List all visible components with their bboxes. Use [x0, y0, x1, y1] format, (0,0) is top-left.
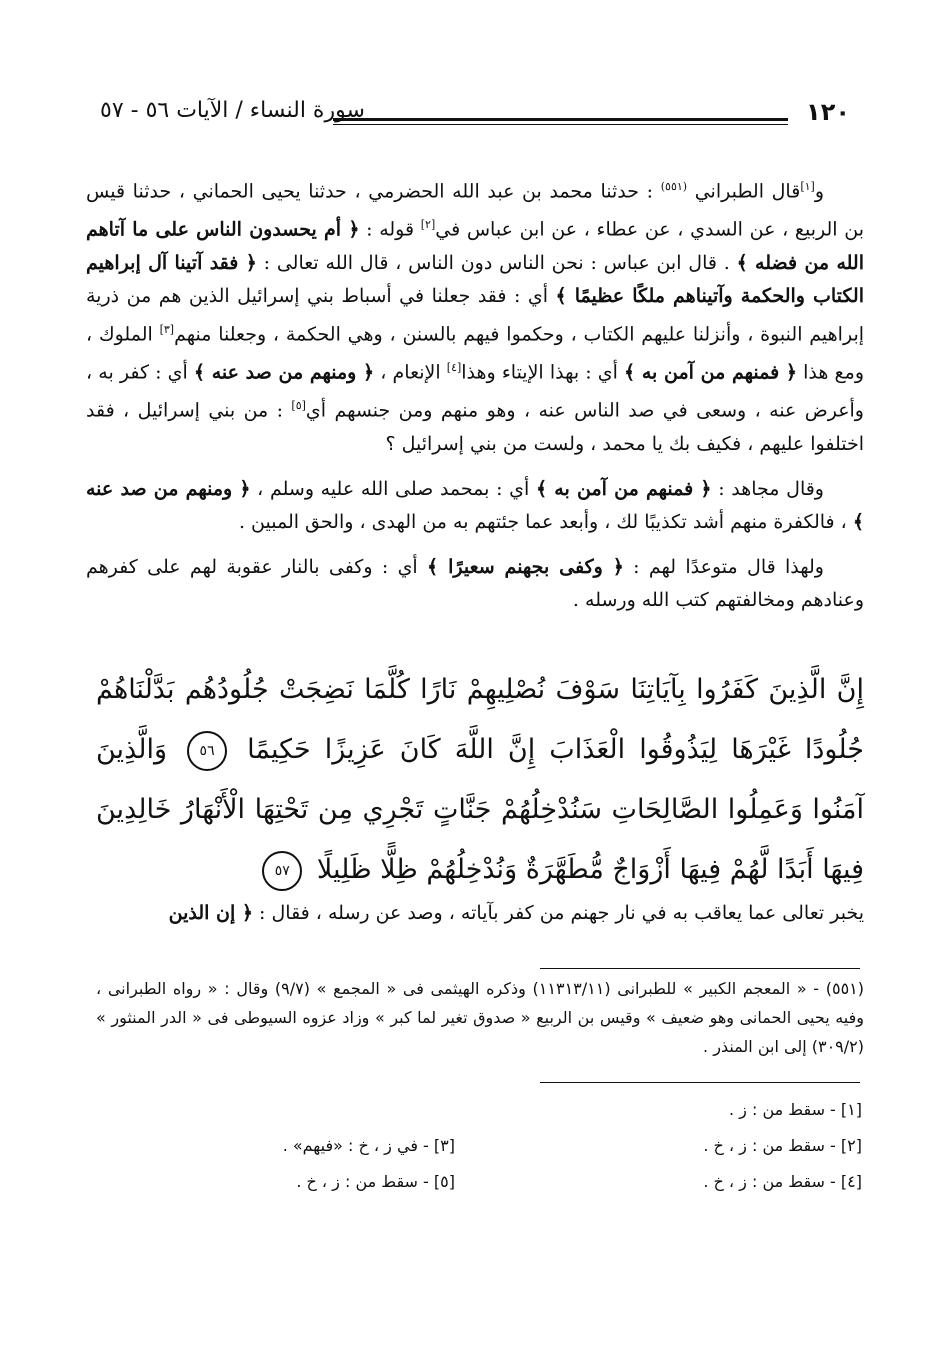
footnote-divider [540, 1082, 860, 1083]
text-span: و [814, 180, 825, 203]
ayah-56-text: إِنَّ الَّذِينَ كَفَرُوا بِآيَاتِنَا سَوْفَ نُصْلِيهِمْ نَارًا كُلَّمَا نَضِجَتْ جُلُودُهُم بَدَّلْنَاهُمْ جُلُودًا غَيْرَهَا لِيَذُوقُوا الْعَذَابَ إِنَّ اللَّهَ كَانَ عَزِيزًا حَكِيمًا [96, 674, 864, 765]
ayah-57-text: وَالَّذِينَ آمَنُوا وَعَمِلُوا الصَّالِحَاتِ سَنُدْخِلُهُمْ جَنَّاتٍ تَجْرِي مِن تَحْتِهَا الْأَنْهَارُ خَالِدِينَ فِيهَا أَبَدًا لَّهُمْ فِيهَا أَزْوَاجٌ مُّطَهَّرَةٌ وَنُدْخِلُهُمْ ظِلًّا ظَلِيلًا [96, 734, 864, 885]
verse-quote: ﴿ إن الذين [168, 902, 253, 924]
commentary-body [86, 170, 864, 617]
page-header [100, 98, 850, 134]
verse-quote: ﴿ فمنهم من آمن به ﴾ [535, 477, 712, 500]
text-span: يخبر تعالى عما يعاقب به في نار جهنم من كفر بآياته ، وصد عن رسله ، فقال : [253, 902, 864, 924]
verse-quote: ﴿ فقد آتينا آل إبراهيم الكتاب والحكمة وآتيناهم ملكًا عظيمًا ﴾ [86, 251, 864, 307]
text-span: أي : بمحمد صلى الله عليه وسلم ، [250, 477, 536, 500]
quran-verses [96, 660, 864, 900]
paragraph-mujahid [86, 473, 864, 539]
footnote-ref: [٢] [420, 218, 436, 232]
text-span: أي : كفر به ، وأعرض عنه ، وسعى في صد الناس عنه ، وهو منهم ومن جنسهم أي [86, 361, 864, 422]
footnote-ref: [٥] [291, 399, 306, 413]
text-span: : حدثنا محمد بن عبد الله الحضرمي ، حدثنا يحيى الحماني ، حدثنا قيس بن الربيع ، عن السدي ، عن عطاء ، عن ابن عباس في [86, 180, 864, 241]
hadith-ref: (٥٥١) [660, 180, 688, 193]
verse-quote: ﴿ ومنهم من صد عنه ﴾ [193, 361, 375, 384]
paragraph-tabarani [86, 170, 864, 461]
text-span: : من بني إسرائيل ، فقد اختلفوا عليهم ، فكيف بك يا محمد ، ولست من بني إسرائيل ؟ [86, 399, 864, 455]
text-span: الإنعام ، [374, 361, 447, 384]
text-span: ولهذا قال متوعدًا لهم : [623, 555, 824, 578]
ayah-end-marker-icon: ٥٦ [187, 731, 227, 771]
verse-quote: ﴿ ومنهم من صد عنه ﴾ [86, 477, 864, 533]
text-span: قوله : [359, 218, 421, 241]
tafsir-paragraph [86, 897, 864, 930]
verse-quote: ﴿ فمنهم من آمن به ﴾ [624, 361, 798, 384]
text-span: أي : وكفى بالنار عقوبة لهم على كفرهم وعنادهم ومخالفتهم كتب الله ورسله . [86, 555, 864, 611]
footnote-1: [١] - سقط من : ز . [728, 1100, 862, 1119]
footnote-ref: [٣] [159, 322, 175, 336]
footnote-ref: [٤] [446, 360, 462, 374]
hadith-note-551: (٥٥١) - « المعجم الكبير » للطبرانى (١١٣١٣/١١) وذكره الهيثمى فى « المجمع » (٩/٧) وقال : « رواه الطبرانى ، وفيه يحيى الحمانى وهو ضعيف » وقيس بن الربيع « صدوق تغير لما كبر » وزاد عزوه السيوطى فى « الدر المنثور » (٣٠٩/٢) إلى ابن المنذر . [96, 979, 865, 1056]
verse-quote: ﴿ أم يحسدون الناس على ما آتاهم الله من فضله ﴾ [86, 218, 864, 274]
text-span: وقال مجاهد : [711, 477, 824, 500]
text-span: الملوك ، ومع هذا [86, 322, 865, 384]
text-span: قال الطبراني [687, 180, 801, 203]
text-span: أي : فقد جعلنا في أسباط بني إسرائيل الذين هم من ذرية إبراهيم النبوة ، وأنزلنا عليهم الكتاب ، وحكموا فيهم بالسنن ، وهي الحكمة ، وجعلنا منهم [86, 284, 865, 345]
footnote-4: [٤] - سقط من : ز ، خ . [703, 1172, 862, 1191]
surah-title: سورة النساء / الآيات ٥٦ - ٥٧ [100, 98, 365, 123]
footnote-divider [540, 968, 860, 969]
paragraph-threat [86, 551, 864, 617]
footnote-5: [٥] - سقط من : ز ، خ . [296, 1172, 455, 1191]
verse-quote: ﴿ وكفى بجهنم سعيرًا ﴾ [427, 555, 624, 578]
footnote-ref: [١] [800, 180, 815, 193]
ayah-end-marker-icon: ٥٧ [262, 851, 302, 891]
text-span: . قال ابن عباس : نحن الناس دون الناس ، قال الله تعالى : [256, 251, 737, 274]
header-rule [333, 118, 788, 121]
footnote-2: [٢] - سقط من : ز ، خ . [703, 1136, 862, 1155]
page-number: ١٢٠ [806, 98, 850, 126]
text-span: أي : بهذا الإيتاء وهذا [461, 361, 625, 384]
footnote-3: [٣] - في ز ، خ : «فيهم» . [282, 1136, 455, 1155]
text-span: ، فالكفرة منهم أشد تكذيبًا لك ، وأبعد عما جئتهم به من الهدى ، والحق المبين . [238, 510, 853, 533]
